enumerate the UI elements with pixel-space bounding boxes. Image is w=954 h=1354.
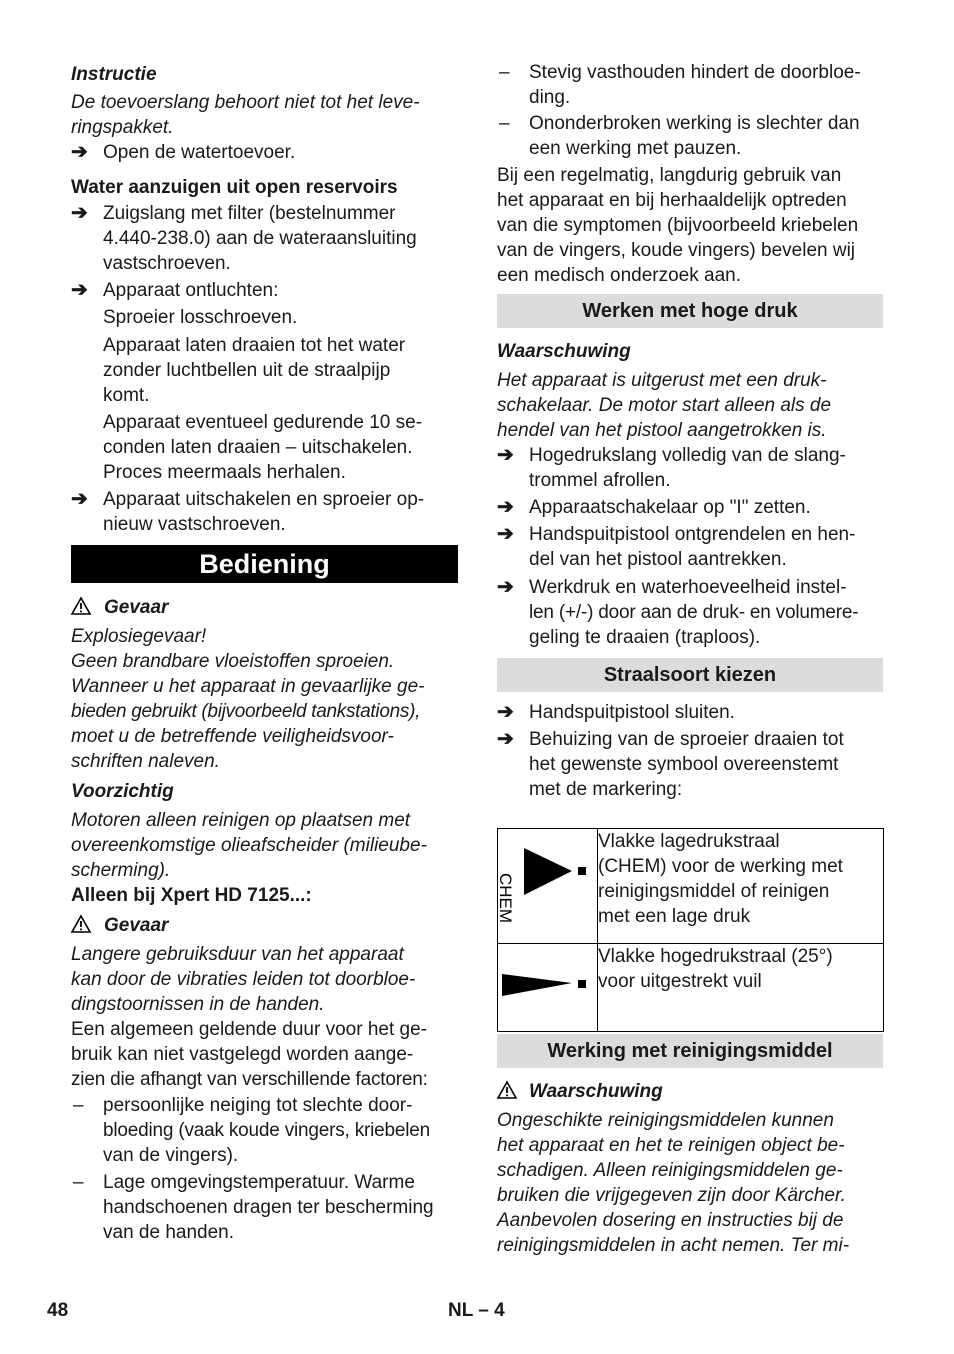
high-pressure-jet-icon [498, 944, 597, 1031]
body-line: Een algemeen geldende duur voor het ge- [71, 1019, 427, 1040]
arrow-icon: ➔ [497, 576, 514, 598]
dash-text: persoonlijke neiging tot slechte door- [103, 1095, 413, 1116]
description-line: (CHEM) voor de werking met [598, 856, 843, 877]
gevaar-line: kan door de vibraties leiden tot doorbloe- [71, 969, 416, 990]
dash-text: een werking met pauzen. [529, 138, 742, 159]
step-text: Apparaat uitschakelen en sproeier op- [103, 489, 425, 510]
description-cell [598, 944, 884, 1032]
dash-bullet: – [499, 62, 510, 83]
jet-type-table [497, 828, 884, 1032]
gevaar-label: Gevaar [104, 915, 169, 936]
warning-icon [71, 915, 91, 933]
waarschuwing-line: bruiken die vrijgegeven zijn door Kärcher. [497, 1185, 846, 1206]
waarschuwing-label: Waarschuwing [497, 341, 631, 362]
model-heading: Alleen bij Xpert HD 7125...: [71, 885, 312, 906]
waarschuwing-line: Het apparaat is uitgerust met een druk- [497, 370, 827, 391]
gevaar-line: Geen brandbare vloeistoffen sproeien. [71, 651, 395, 672]
description-line: met een lage druk [598, 906, 751, 927]
step-text: Open de watertoevoer. [103, 142, 296, 163]
gevaar-line: moet u de betreffende veiligheidsvoor- [71, 726, 394, 747]
voorzichtig-label: Voorzichtig [71, 781, 174, 802]
low-pressure-jet-icon [498, 829, 597, 943]
step-text: 4.440-238.0) aan de wateraansluiting [103, 228, 417, 249]
voorzichtig-line: overeenkomstige olieafscheider (milieube- [71, 835, 427, 856]
body-line: van die symptomen (bijvoorbeeld kriebelen [497, 215, 859, 236]
waarschuwing-label: Waarschuwing [529, 1081, 663, 1102]
description-line: Vlakke lagedrukstraal [598, 831, 780, 852]
arrow-icon: ➔ [497, 523, 514, 545]
step-text: nieuw vastschroeven. [103, 514, 286, 535]
arrow-icon: ➔ [497, 701, 514, 723]
symbol-cell [498, 829, 598, 944]
step-subtext: Apparaat eventueel gedurende 10 se- [103, 412, 423, 433]
step-text: Hogedrukslang volledig van de slang- [529, 445, 846, 466]
body-line: zien die afhangt van verschillende factoren: [71, 1069, 428, 1090]
section-band: Werken met hoge druk [497, 294, 883, 328]
dash-text: van de handen. [103, 1222, 235, 1243]
symbol-cell [498, 944, 598, 1032]
step-text: Handspuitpistool sluiten. [529, 702, 735, 723]
warning-icon [71, 597, 91, 615]
waarschuwing-line: hendel van het pistool aangetrokken is. [497, 420, 827, 441]
step-subtext: Sproeier losschroeven. [103, 307, 298, 328]
gevaar-line: dingstoornissen in de handen. [71, 994, 325, 1015]
voorzichtig-line: Motoren alleen reinigen op plaatsen met [71, 810, 411, 831]
arrow-icon: ➔ [71, 279, 88, 301]
step-subtext: Proces meermaals herhalen. [103, 462, 346, 483]
table-row [498, 829, 884, 944]
step-subtext: conden laten draaien – uitschakelen. [103, 437, 413, 458]
step-text: Apparaat ontluchten: [103, 280, 279, 301]
dash-text: ding. [529, 87, 571, 108]
body-line: het apparaat en bij herhaaldelijk optreden [497, 190, 847, 211]
arrow-icon: ➔ [71, 141, 88, 163]
waarschuwing-line: Aanbevolen dosering en instructies bij de [497, 1210, 844, 1231]
step-text: Werkdruk en waterhoeveelheid instel- [529, 577, 847, 598]
description-line: voor uitgestrekt vuil [598, 971, 762, 992]
dash-text: bloeding (vaak koude vingers, kriebelen [103, 1120, 431, 1141]
body-line: een medisch onderzoek aan. [497, 265, 741, 286]
section-title: Bediening [71, 545, 458, 583]
instructie-line: ringspakket. [71, 117, 174, 138]
arrow-icon: ➔ [497, 728, 514, 750]
page-number: 48 [47, 1300, 69, 1321]
step-text: het gewenste symbool overeenstemt [529, 754, 839, 775]
step-text: met de markering: [529, 779, 683, 800]
arrow-icon: ➔ [497, 444, 514, 466]
voorzichtig-line: scherming). [71, 860, 171, 881]
step-text: del van het pistool aantrekken. [529, 549, 787, 570]
dash-text: Stevig vasthouden hindert de doorbloe- [529, 62, 861, 83]
section-band: Werking met reinigingsmiddel [497, 1034, 883, 1068]
body-line: Bij een regelmatig, langdurig gebruik van [497, 165, 842, 186]
chem-label: CHEM [496, 873, 515, 924]
step-subtext: Apparaat laten draaien tot het water [103, 335, 406, 356]
step-subtext: zonder luchtbellen uit de straalpijp [103, 360, 391, 381]
waarschuwing-line: Ongeschikte reinigingsmiddelen kunnen [497, 1110, 834, 1131]
section-band: Straalsoort kiezen [497, 658, 883, 692]
instructie-line: De toevoerslang behoort niet tot het leve- [71, 92, 420, 113]
gevaar-line: bieden gebruikt (bijvoorbeeld tankstations), [71, 701, 421, 722]
dash-bullet: – [73, 1172, 84, 1193]
step-text: len (+/-) door aan de druk- en volumere- [529, 602, 859, 623]
step-text: Behuizing van de sproeier draaien tot [529, 729, 844, 750]
arrow-icon: ➔ [71, 202, 88, 224]
warning-icon [497, 1081, 517, 1099]
gevaar-line: schriften naleven. [71, 751, 220, 772]
step-text: Apparaatschakelaar op "I" zetten. [529, 497, 811, 518]
subheading: Water aanzuigen uit open reservoirs [71, 177, 398, 198]
description-cell [598, 829, 884, 944]
description-line: Vlakke hogedrukstraal (25°) [598, 946, 833, 967]
step-subtext: komt. [103, 385, 150, 406]
waarschuwing-line: schadigen. Alleen reinigingsmiddelen ge- [497, 1160, 843, 1181]
gevaar-label: Gevaar [104, 597, 169, 618]
step-text: vastschroeven. [103, 253, 231, 274]
dash-text: Lage omgevingstemperatuur. Warme [103, 1172, 415, 1193]
instructie-heading: Instructie [71, 64, 157, 85]
dash-bullet: – [73, 1095, 84, 1116]
body-line: bruik kan niet vastgelegd worden aange- [71, 1044, 414, 1065]
page-label: NL – 4 [448, 1300, 505, 1321]
step-text: Handspuitpistool ontgrendelen en hen- [529, 524, 856, 545]
dash-text: Ononderbroken werking is slechter dan [529, 113, 860, 134]
step-text: trommel afrollen. [529, 470, 671, 491]
step-text: geling te draaien (traploos). [529, 627, 761, 648]
waarschuwing-line: reinigingsmiddelen in acht nemen. Ter mi- [497, 1235, 850, 1256]
gevaar-line: Explosiegevaar! [71, 626, 207, 647]
arrow-icon: ➔ [71, 488, 88, 510]
description-line: reinigingsmiddel of reinigen [598, 881, 830, 902]
dash-text: van de vingers). [103, 1145, 239, 1166]
gevaar-line: Wanneer u het apparaat in gevaarlijke ge- [71, 676, 425, 697]
waarschuwing-line: het apparaat en het te reinigen object be- [497, 1135, 845, 1156]
waarschuwing-line: schakelaar. De motor start alleen als de [497, 395, 832, 416]
gevaar-line: Langere gebruiksduur van het apparaat [71, 944, 404, 965]
table-row [498, 944, 884, 1032]
arrow-icon: ➔ [497, 496, 514, 518]
dash-bullet: – [499, 113, 510, 134]
step-text: Zuigslang met filter (bestelnummer [103, 203, 396, 224]
dash-text: handschoenen dragen ter bescherming [103, 1197, 434, 1218]
body-line: van de vingers, koude vingers) bevelen wij [497, 240, 856, 261]
